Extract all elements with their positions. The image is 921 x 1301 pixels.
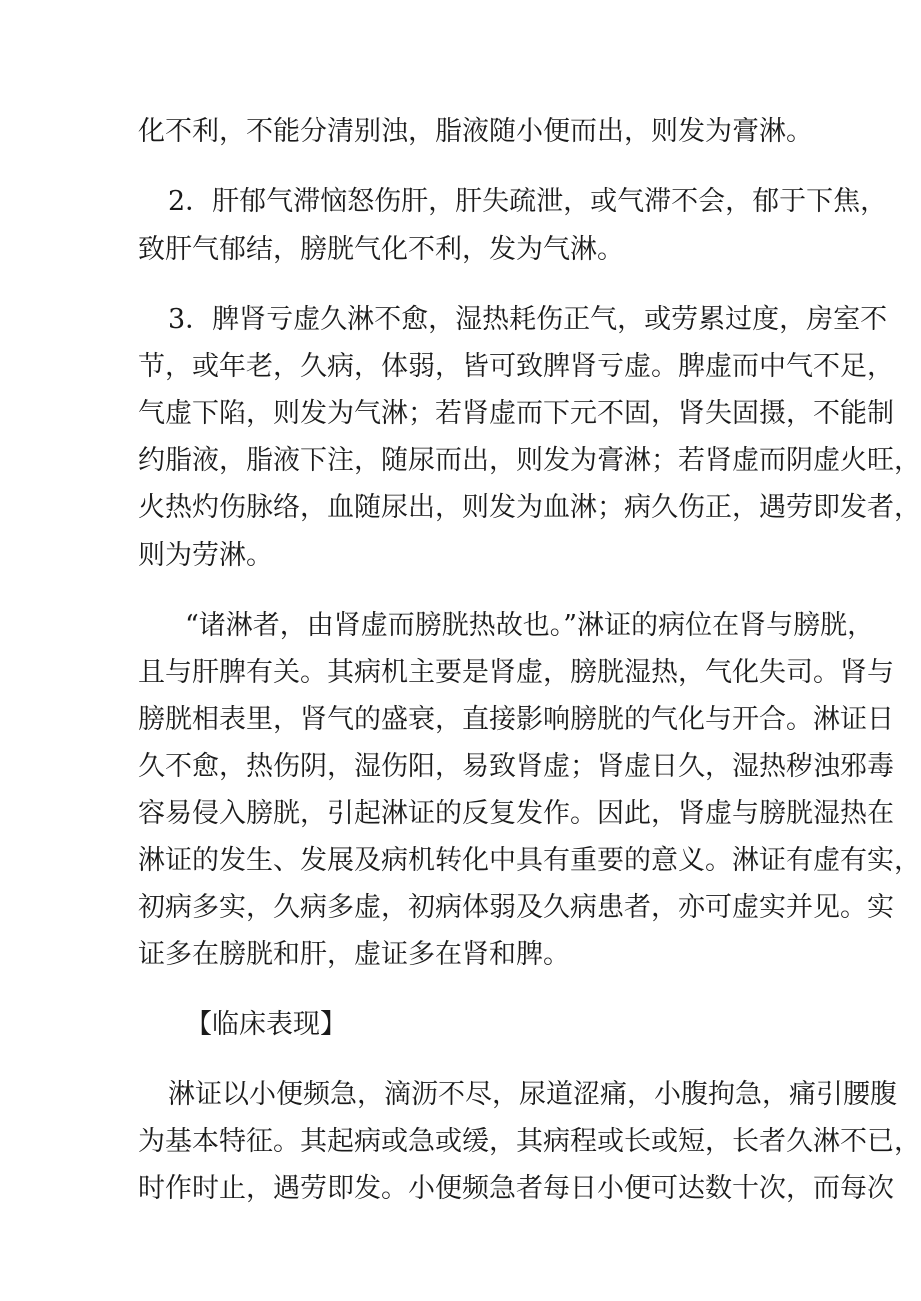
text-line: 初病多实，久病多虚，初病体弱及久病患者，亦可虚实并见。实 bbox=[138, 892, 894, 923]
text-line: 为基本特征。其起病或急或缓，其病程或长或短，长者久淋不已， bbox=[138, 1126, 921, 1157]
text-line: 膀胱相表里，肾气的盛衰，直接影响膀胱的气化与开合。淋证日 bbox=[138, 704, 894, 735]
text-line: 约脂液，脂液下注，随尿而出，则发为膏淋；若肾虚而阴虚火旺， bbox=[138, 445, 921, 476]
text-line: 3．脾肾亏虚久淋不愈，湿热耗伤正气，或劳累过度，房室不 bbox=[168, 304, 888, 335]
text-line: 久不愈，热伤阴，湿伤阳，易致肾虚；肾虚日久，湿热秽浊邪毒 bbox=[138, 751, 894, 782]
text-line: 且与肝脾有关。其病机主要是肾虚，膀胱湿热，气化失司。肾与 bbox=[138, 657, 894, 688]
text-line: 证多在膀胱和肝，虚证多在肾和脾。 bbox=[138, 939, 570, 970]
text-line: 致肝气郁结，膀胱气化不利，发为气淋。 bbox=[138, 234, 624, 265]
text-line: 时作时止，遇劳即发。小便频急者每日小便可达数十次，而每次 bbox=[138, 1173, 894, 1204]
text-line: 火热灼伤脉络，血随尿出，则发为血淋；病久伤正，遇劳即发者， bbox=[138, 492, 921, 523]
text-line: “诸淋者，由肾虚而膀胱热故也。”淋证的病位在肾与膀胱， bbox=[185, 610, 875, 641]
text-line: 气虚下陷，则发为气淋；若肾虚而下元不固，肾失固摄，不能制 bbox=[138, 398, 894, 429]
text-line: 节，或年老，久病，体弱，皆可致脾肾亏虚。脾虚而中气不足， bbox=[138, 351, 894, 382]
text-line: 淋证的发生、发展及病机转化中具有重要的意义。淋证有虚有实， bbox=[138, 845, 921, 876]
section-heading: 【临床表现】 bbox=[185, 1009, 347, 1040]
text-line: 2．肝郁气滞恼怒伤肝，肝失疏泄，或气滞不会，郁于下焦， bbox=[168, 186, 888, 217]
text-line: 化不利，不能分清别浊，脂液随小便而出，则发为膏淋。 bbox=[138, 116, 813, 147]
text-line: 淋证以小便频急，滴沥不尽，尿道涩痛，小腹拘急，痛引腰腹 bbox=[168, 1079, 897, 1110]
text-line: 则为劳淋。 bbox=[138, 540, 273, 571]
text-line: 容易侵入膀胱，引起淋证的反复发作。因此，肾虚与膀胱湿热在 bbox=[138, 798, 894, 829]
